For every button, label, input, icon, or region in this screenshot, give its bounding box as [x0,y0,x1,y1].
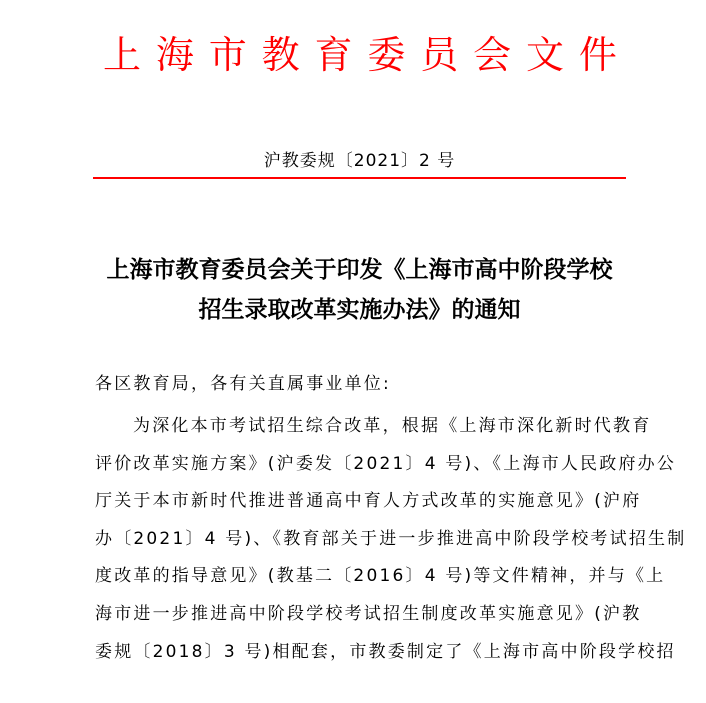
body-text [95,370,687,675]
paragraph-line: 评价改革实施方案》(沪委发〔2021〕4 号)、《上海市人民政府办公 [95,453,677,474]
issuer-title-char: 海 [155,33,194,77]
issuer-title-char: 件 [578,33,617,77]
paragraph-line: 海市进一步推进高中阶段学校考试招生制度改革实施意见》(沪教 [95,603,642,624]
issuer-title-char: 育 [314,33,353,77]
notice-title-line: 上海市教育委员会关于印发《上海市高中阶段学校 [106,256,613,283]
notice-title-line: 招生录取改革实施办法》的通知 [198,296,521,323]
paragraph-line: 委规〔2018〕3 号)相配套，市教委制定了《上海市高中阶段学校招 [95,641,676,662]
issuer-title-char: 上 [102,33,141,77]
issuer-title-char: 教 [261,33,300,77]
salutation: 各区教育局，各有关直属事业单位: [95,374,391,394]
document-number: 沪教委规〔2021〕2 号 [263,151,456,171]
paragraph-line: 度改革的指导意见》(教基二〔2016〕4 号)等文件精神，并与《上 [95,566,666,587]
issuer-title-char: 市 [208,33,247,77]
red-divider [93,177,626,179]
issuer-title-char: 委 [367,33,406,77]
paragraph-line: 办〔2021〕4 号)、《教育部关于进一步推进高中阶段学校考试招生制 [95,528,687,549]
issuer-title-char: 文 [525,33,564,77]
issuer-title-char: 员 [420,33,459,77]
issuer-title [100,30,620,80]
paragraph-line: 为深化本市考试招生综合改革，根据《上海市深化新时代教育 [133,416,652,436]
issuer-title-char: 会 [473,33,512,77]
paragraph-line: 厅关于本市新时代推进普通高中育人方式改革的实施意见》(沪府 [95,491,642,512]
notice-title [93,250,626,330]
